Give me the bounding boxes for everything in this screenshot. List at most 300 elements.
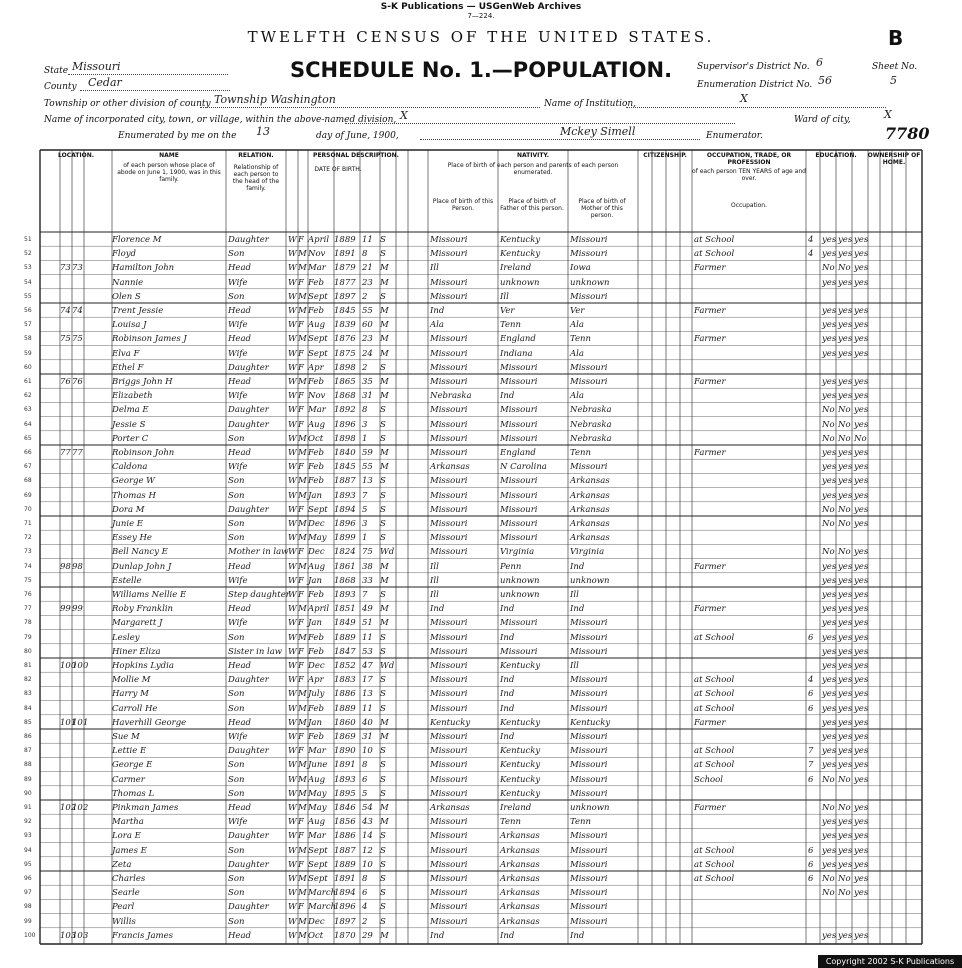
cell-father: N Carolina (500, 462, 547, 473)
cell-english: yes (854, 547, 869, 558)
cell-english: yes (854, 561, 869, 572)
cell-mother: Kentucky (570, 717, 611, 728)
cell-age: 13 (362, 476, 373, 487)
cell-month: March (308, 902, 337, 913)
incorporated-value: X (400, 109, 408, 122)
cell-color: W (288, 817, 297, 828)
line-number: 92 (24, 818, 32, 826)
line-number: 75 (24, 576, 32, 584)
cell-person: Missouri (430, 519, 468, 529)
cell-write: yes (838, 462, 853, 473)
cell-year: 1889 (334, 632, 356, 643)
cell-month: Mar (308, 746, 326, 757)
cell-relation: Head (228, 930, 251, 941)
cell-english: yes (854, 490, 869, 501)
cell-read: yes (822, 845, 837, 856)
cell-sex: F (298, 235, 304, 245)
cell-relation: Son (228, 476, 245, 487)
cell-father: Ill (500, 291, 509, 302)
line-number: 68 (24, 477, 32, 485)
cell-month: April (308, 235, 330, 245)
cell-relation: Head (228, 448, 251, 458)
cell-relation: Son (228, 874, 245, 884)
cell-color: W (288, 732, 297, 742)
cell-age: 10 (362, 859, 373, 870)
cell-name: Robinson James J (112, 334, 187, 345)
cell-father: Ver (500, 306, 515, 316)
schedule-title: SCHEDULE No. 1.—POPULATION. (289, 58, 673, 82)
line-number: 76 (24, 591, 32, 598)
cell-year: 1897 (334, 291, 356, 302)
cell-mother: unknown (570, 277, 610, 288)
cell-marital: M (380, 306, 389, 316)
cell-person: Missouri (430, 746, 468, 757)
cell-person: Missouri (430, 689, 468, 700)
cell-year: 1887 (334, 476, 356, 487)
cell-year: 1887 (334, 845, 356, 856)
cell-color: W (288, 675, 297, 686)
cell-marital: S (380, 433, 386, 444)
cell-relation: Head (228, 306, 251, 316)
cell-name: Delma E (112, 405, 149, 416)
enumeration-value: 56 (818, 74, 832, 87)
cell-read: yes (822, 490, 837, 501)
cell-month: Feb (308, 462, 324, 473)
cell-color: W (288, 717, 297, 728)
cell-write: yes (838, 320, 853, 331)
cell-name: Hamilton John (112, 263, 175, 274)
nativity-subheader: Place of birth of each person and parents of each person enumerated. (447, 162, 619, 176)
cell-age: 12 (362, 845, 373, 856)
cell-person: Arkansas (430, 462, 470, 473)
cell-sex: M (298, 263, 307, 274)
cell-age: 31 (362, 732, 373, 742)
cell-english: yes (854, 817, 869, 828)
cell-read: yes (822, 561, 837, 572)
cell-read: yes (822, 391, 837, 402)
cell-father: Kentucky (500, 235, 541, 245)
cell-color: W (288, 490, 297, 501)
cell-relation: Head (228, 717, 251, 728)
cell-color: W (288, 646, 297, 657)
cell-occupation: Farmer (694, 803, 726, 813)
line-number: 100 (24, 931, 36, 939)
cell-year: 1876 (334, 334, 356, 345)
cell-marital: M (380, 263, 389, 274)
cell-mother: Arkansas (570, 533, 610, 544)
cell-months: 4 (808, 249, 814, 260)
cell-write: yes (838, 859, 853, 870)
cell-sex: F (298, 902, 304, 913)
cell-name: Essey He (112, 533, 152, 544)
cell-sex: F (298, 504, 304, 515)
cell-mother: Missouri (570, 902, 608, 913)
cell-age: 23 (362, 277, 373, 288)
cell-marital: S (380, 675, 386, 686)
cell-relation: Son (228, 788, 245, 799)
cell-marital: S (380, 774, 386, 785)
cell-name: Harry M (112, 689, 149, 700)
cell-english: yes (854, 646, 869, 657)
cell-mother: Missouri (570, 689, 608, 700)
cell-name: Estelle (112, 575, 142, 586)
line-number: 56 (24, 307, 32, 314)
cell-write: yes (838, 689, 853, 700)
cell-mother: Missouri (570, 746, 608, 757)
cell-sex: F (298, 618, 304, 629)
cell-year: 1845 (334, 462, 356, 473)
cell-month: Aug (308, 561, 326, 572)
cell-color: W (288, 291, 297, 302)
cell-year: 1875 (334, 348, 356, 359)
cell-person: Missouri (430, 902, 468, 913)
cell-year: 1898 (334, 433, 356, 444)
cell-person: Missouri (430, 675, 468, 686)
cell-marital: S (380, 519, 386, 529)
cell-year: 1899 (334, 533, 356, 544)
cell-month: March (308, 888, 337, 899)
cell-person: Missouri (430, 235, 468, 245)
cell-sex: F (298, 646, 304, 657)
cell-family: 101 (72, 717, 89, 728)
cell-write: yes (838, 377, 853, 387)
cell-age: 1 (362, 433, 368, 444)
cell-name: Francis James (112, 930, 173, 941)
cell-year: 1890 (334, 746, 356, 757)
cell-person: Ill (430, 590, 439, 600)
cell-month: Aug (308, 817, 326, 828)
cell-person: Ill (430, 575, 439, 586)
cell-relation: Step daughter (228, 590, 290, 600)
cell-father: Missouri (500, 476, 538, 487)
cell-write: yes (838, 448, 853, 458)
cell-read: No (822, 519, 835, 529)
cell-month: Feb (308, 476, 324, 487)
cell-age: 49 (362, 604, 373, 615)
cell-relation: Wife (228, 277, 248, 288)
cell-name: Junie E (112, 519, 144, 529)
cell-father: Ind (500, 732, 515, 742)
cell-name: Olen S (112, 291, 141, 302)
county-label: County (44, 82, 77, 92)
cell-month: Dec (308, 661, 325, 671)
cell-family: 100 (72, 661, 89, 671)
cell-english: yes (854, 320, 869, 331)
cell-father: Ind (500, 689, 515, 700)
cell-year: 1860 (334, 717, 356, 728)
cell-father: Ind (500, 604, 515, 615)
cell-months: 6 (808, 859, 814, 870)
enumerator-label: Enumerator. (706, 131, 763, 141)
cell-family: 75 (72, 334, 83, 345)
cell-read: yes (822, 462, 837, 473)
cell-age: 8 (362, 760, 368, 771)
cell-age: 10 (362, 746, 373, 757)
cell-month: May (308, 803, 327, 813)
cell-marital: M (380, 448, 389, 458)
cell-year: 1846 (334, 803, 356, 813)
cell-read: yes (822, 604, 837, 615)
cell-write: yes (838, 732, 853, 742)
cell-english: yes (854, 661, 869, 671)
cell-sex: F (298, 348, 304, 359)
occupation-header: OCCUPATION, TRADE, OR PROFESSION (706, 152, 792, 166)
cell-color: W (288, 618, 297, 629)
cell-person: Missouri (430, 774, 468, 785)
cell-month: Jan (308, 717, 322, 728)
cell-name: Lora E (112, 831, 141, 842)
cell-marital: Wd (380, 661, 395, 671)
cell-color: W (288, 902, 297, 913)
cell-read: yes (822, 590, 837, 600)
cell-write: yes (838, 675, 853, 686)
cell-year: 1898 (334, 362, 356, 373)
cell-english: yes (854, 632, 869, 643)
cell-sex: F (298, 462, 304, 473)
cell-read: yes (822, 746, 837, 757)
cell-age: 24 (362, 348, 373, 359)
cell-write: yes (838, 590, 853, 600)
line-number: 91 (24, 804, 32, 811)
cell-name: George W (112, 476, 155, 487)
cell-mother: Missouri (570, 732, 608, 742)
cell-english: yes (854, 448, 869, 458)
cell-father: Tenn (500, 817, 521, 828)
cell-age: 75 (362, 547, 373, 558)
cell-read: yes (822, 348, 837, 359)
line-number: 84 (24, 704, 32, 712)
cell-name: Hiner Eliza (112, 646, 161, 657)
cell-color: W (288, 746, 297, 757)
cell-read: No (822, 874, 835, 884)
cell-name: Willis (112, 916, 136, 927)
cell-write: yes (838, 661, 853, 671)
cell-write: yes (838, 845, 853, 856)
cell-age: 43 (362, 817, 373, 828)
cell-english: yes (854, 334, 869, 345)
cell-english: yes (854, 377, 869, 387)
cell-sex: F (298, 547, 304, 558)
cell-read: yes (822, 277, 837, 288)
cell-month: July (308, 689, 325, 700)
cell-person: Missouri (430, 618, 468, 629)
relation-subheader: Relationship of each person to the head of the family. (232, 164, 280, 192)
cell-mother: Arkansas (570, 504, 610, 515)
cell-english: yes (854, 462, 869, 473)
cell-father: Kentucky (500, 788, 541, 799)
cell-relation: Daughter (228, 746, 269, 757)
cell-dwelling: 76 (60, 377, 71, 387)
cell-english: yes (854, 689, 869, 700)
cell-age: 3 (362, 519, 368, 529)
cell-person: Missouri (430, 547, 468, 558)
cell-sex: M (298, 703, 307, 714)
cell-family: 74 (72, 306, 83, 316)
line-number: 54 (24, 278, 32, 286)
cell-marital: M (380, 348, 389, 359)
cell-father: Arkansas (500, 874, 540, 884)
cell-mother: Ala (570, 320, 584, 331)
cell-year: 1865 (334, 377, 356, 387)
cell-marital: Wd (380, 547, 395, 558)
cell-read: yes (822, 377, 837, 387)
cell-color: W (288, 888, 297, 899)
cell-english: yes (854, 476, 869, 487)
cell-father: Indiana (500, 348, 533, 359)
cell-relation: Wife (228, 575, 248, 586)
cell-relation: Wife (228, 462, 248, 473)
cell-marital: S (380, 533, 386, 544)
ownership-header: OWNERSHIP OF HOME. (867, 152, 921, 166)
cell-marital: S (380, 888, 386, 899)
cell-english: yes (854, 249, 869, 260)
line-number: 77 (24, 605, 32, 613)
line-number: 83 (24, 690, 32, 698)
cell-name: Bell Nancy E (112, 547, 168, 558)
cell-color: W (288, 845, 297, 856)
cell-father: Kentucky (500, 746, 541, 757)
cell-year: 1893 (334, 490, 356, 501)
cell-occupation: at School (694, 689, 735, 700)
cell-months: 6 (808, 703, 814, 714)
cell-marital: M (380, 561, 389, 572)
cell-father: Missouri (500, 362, 538, 373)
cell-name: Hopkins Lydia (112, 661, 174, 671)
cell-age: 2 (362, 362, 368, 373)
cell-write: yes (838, 618, 853, 629)
cell-father: Kentucky (500, 774, 541, 785)
cell-age: 5 (362, 788, 368, 799)
cell-family: 99 (72, 604, 83, 615)
cell-occupation: School (694, 774, 724, 785)
cell-year: 1891 (334, 760, 356, 771)
cell-occupation: at School (694, 632, 735, 643)
cell-read: yes (822, 476, 837, 487)
cell-father: Arkansas (500, 902, 540, 913)
cell-relation: Wife (228, 320, 248, 331)
line-number: 66 (24, 449, 32, 456)
cell-father: unknown (500, 277, 540, 288)
cell-mother: Nebraska (570, 419, 612, 430)
cell-age: 1 (362, 533, 368, 544)
cell-occupation: Farmer (694, 377, 726, 387)
cell-marital: M (380, 391, 389, 402)
cell-marital: M (380, 930, 389, 941)
cell-write: yes (838, 391, 853, 402)
cell-sex: F (298, 277, 304, 288)
cell-marital: M (380, 803, 389, 813)
cell-age: 3 (362, 419, 368, 430)
cell-relation: Mother in law (228, 547, 289, 558)
cell-month: Feb (308, 590, 324, 600)
cell-relation: Head (228, 803, 251, 813)
cell-month: Feb (308, 306, 324, 316)
line-number: 51 (24, 236, 32, 243)
cell-year: 1861 (334, 561, 356, 572)
cell-person: Missouri (430, 405, 468, 416)
cell-occupation: at School (694, 746, 735, 757)
cell-english: No (854, 433, 867, 444)
cell-mother: Ill (570, 661, 579, 671)
enumerated-day: 13 (256, 125, 270, 138)
cell-sex: M (298, 249, 307, 260)
cell-father: Missouri (500, 433, 538, 444)
cell-year: 1891 (334, 874, 356, 884)
cell-name: Carmer (112, 774, 145, 785)
line-number: 65 (24, 434, 32, 442)
cell-mother: Missouri (570, 235, 608, 245)
cell-relation: Head (228, 661, 251, 671)
cell-sex: F (298, 732, 304, 742)
cell-relation: Son (228, 916, 245, 927)
cell-month: Dec (308, 916, 325, 927)
cell-marital: S (380, 235, 386, 245)
cell-father: Ind (500, 930, 515, 941)
cell-read: yes (822, 618, 837, 629)
cell-name: Pinkman James (112, 803, 179, 813)
citizenship-header: CITIZENSHIP. (643, 152, 687, 159)
cell-marital: M (380, 604, 389, 615)
cell-year: 1896 (334, 419, 356, 430)
cell-sex: M (298, 845, 307, 856)
cell-english: yes (854, 930, 869, 941)
cell-color: W (288, 575, 297, 586)
cell-sex: F (298, 405, 304, 416)
cell-name: Martha (112, 817, 144, 828)
cell-color: W (288, 448, 297, 458)
cell-month: Nov (308, 391, 326, 402)
cell-occupation: at School (694, 235, 735, 245)
cell-english: yes (854, 845, 869, 856)
cell-age: 11 (362, 632, 373, 643)
cell-name: Robinson John (112, 448, 175, 458)
cell-month: Mar (308, 831, 326, 842)
cell-english: yes (854, 391, 869, 402)
line-number: 94 (24, 846, 32, 854)
cell-father: Ind (500, 703, 515, 714)
cell-read: yes (822, 675, 837, 686)
cell-age: 6 (362, 774, 368, 785)
cell-english: yes (854, 405, 869, 416)
cell-year: 1886 (334, 689, 356, 700)
cell-relation: Daughter (228, 859, 269, 870)
cell-month: June (308, 760, 328, 771)
line-number: 55 (24, 292, 32, 300)
cell-english: yes (854, 675, 869, 686)
cell-family: 98 (72, 561, 83, 572)
cell-relation: Head (228, 377, 251, 387)
cell-relation: Son (228, 632, 245, 643)
cell-mother: Nebraska (570, 433, 612, 444)
cell-mother: Arkansas (570, 519, 610, 529)
cell-read: yes (822, 859, 837, 870)
cell-name: Louisa J (112, 320, 147, 331)
cell-color: W (288, 263, 297, 274)
line-number: 60 (24, 363, 32, 371)
line-number: 52 (24, 250, 32, 258)
cell-dwelling: 102 (60, 803, 77, 813)
cell-mother: Ala (570, 348, 584, 359)
cell-father: Ind (500, 632, 515, 643)
cell-write: No (838, 433, 851, 444)
cell-marital: M (380, 817, 389, 828)
cell-father: Missouri (500, 533, 538, 544)
cell-mother: Tenn (570, 817, 591, 828)
cell-mother: Missouri (570, 859, 608, 870)
cell-marital: S (380, 419, 386, 430)
cell-color: W (288, 547, 297, 558)
cell-sex: M (298, 760, 307, 771)
